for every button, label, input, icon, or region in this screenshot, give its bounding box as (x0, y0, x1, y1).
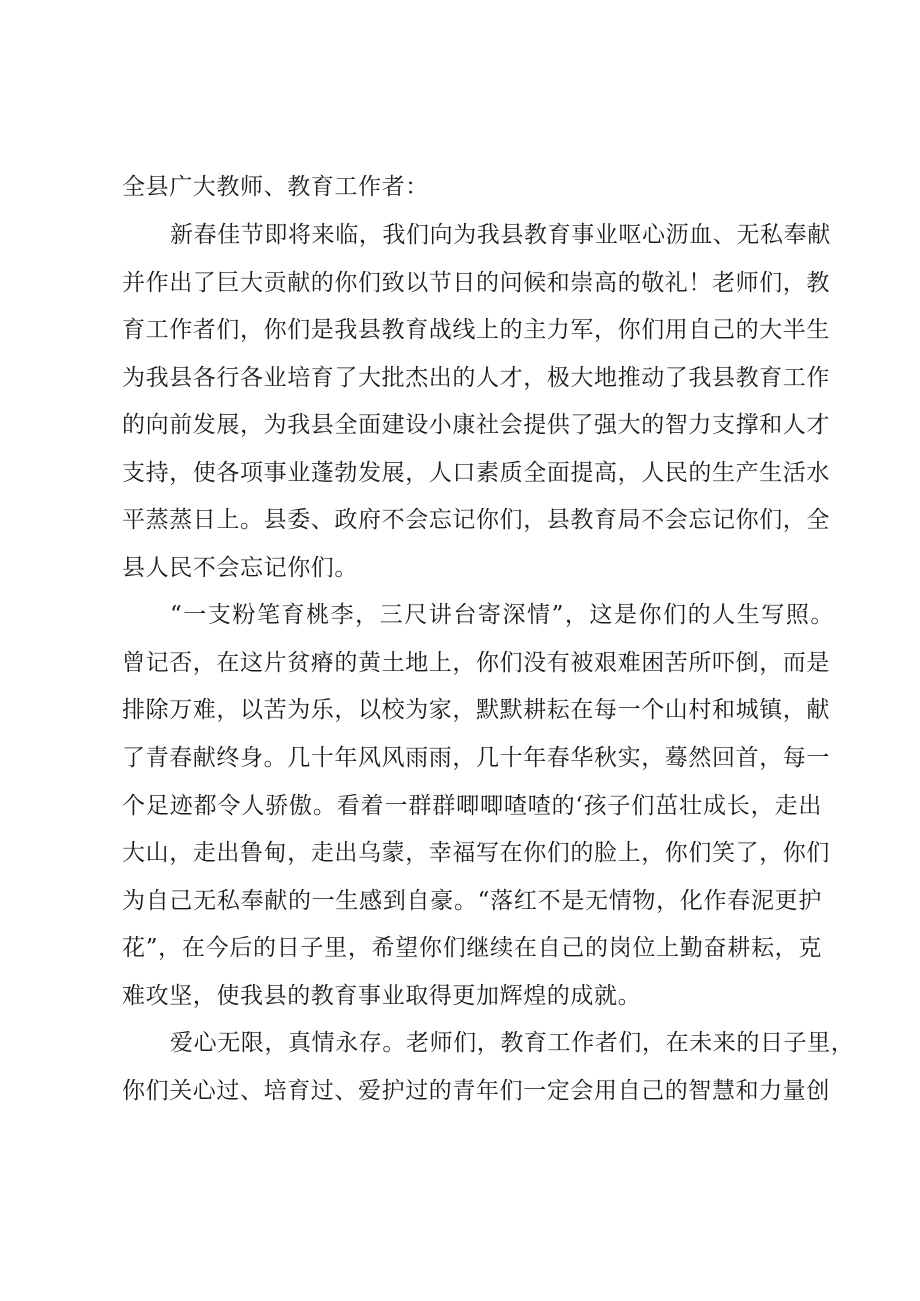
text-line: 爱心无限，真情永存。老师们，教育工作者们，在未来的日子里， (170, 1030, 855, 1056)
text-line: 县人民不会忘记你们。 (122, 555, 358, 581)
text-line: 为自己无私奉献的一生感到自豪。“落红不是无情物，化作春泥更护 (122, 888, 822, 914)
text-line: 的向前发展，为我县全面建设小康社会提供了强大的智力支撑和人才 (122, 412, 830, 438)
text-line: 平蒸蒸日上。县委、政府不会忘记你们，县教育局不会忘记你们，全 (122, 507, 830, 533)
text-line: 为我县各行各业培育了大批杰出的人才，极大地推动了我县教育工作 (122, 365, 830, 391)
text-line: 大山，走出鲁甸，走出乌蒙，幸福写在你们的脸上，你们笑了，你们 (122, 840, 830, 866)
text-line: 曾记否，在这片贫瘠的黄土地上，你们没有被艰难困苦所吓倒，而是 (122, 650, 830, 676)
salutation-line: 全县广大教师、教育工作者： (122, 174, 429, 200)
text-line: 新春佳节即将来临，我们向为我县教育事业呕心沥血、无私奉献 (170, 222, 831, 248)
text-line: “一支粉笔育桃李，三尺讲台寄深情”，这是你们的人生写照。 (170, 602, 834, 628)
text-line: 个足迹都令人骄傲。看着一群群唧唧喳喳的‘孩子们茁壮成长，走出 (122, 793, 822, 819)
text-line: 支持，使各项事业蓬勃发展，人口素质全面提高，人民的生产生活水 (122, 460, 830, 486)
text-line: 花”，在今后的日子里，希望你们继续在自己的岗位上勤奋耕耘，克 (122, 935, 822, 961)
text-line: 难攻坚，使我县的教育事业取得更加辉煌的成就。 (122, 983, 642, 1009)
text-line: 了青春献终身。几十年风风雨雨，几十年春华秋实，蓦然回首，每一 (122, 745, 830, 771)
text-line: 并作出了巨大贡献的你们致以节日的问候和崇高的敬礼！老师们，教 (122, 270, 830, 296)
text-line: 你们关心过、培育过、爱护过的青年们一定会用自己的智慧和力量创 (122, 1078, 830, 1104)
text-line: 排除万难，以苦为乐，以校为家，默默耕耘在每一个山村和城镇，献 (122, 697, 830, 723)
text-line: 育工作者们，你们是我县教育战线上的主力军，你们用自己的大半生 (122, 317, 830, 343)
